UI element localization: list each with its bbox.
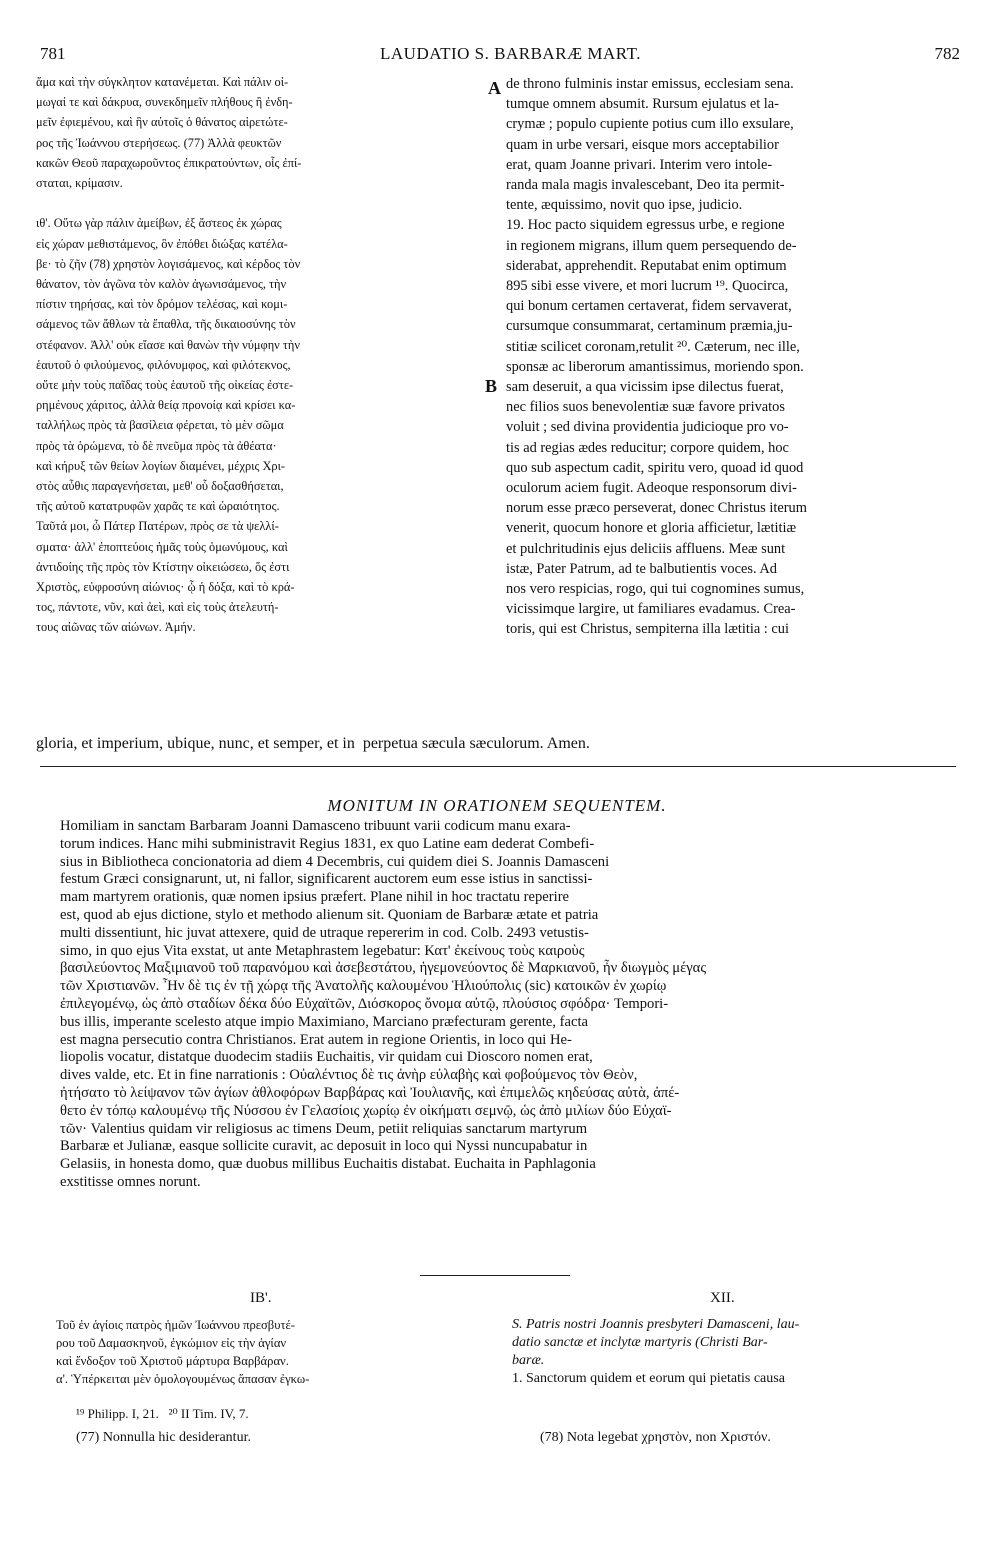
latin-text-line: de throno fulminis instar emissus, ecclesiam sena.: [506, 76, 794, 92]
latin-text-line: crymæ ; populo cupiente potius cum illo exsulare,: [506, 116, 794, 133]
oration-latin-line: baræ.: [512, 1353, 545, 1368]
latin-text-line: nec filios suos benevolentiæ suæ favore privatos: [506, 399, 785, 416]
section-divider: [40, 766, 956, 767]
monitum-line: Barbaræ et Julianæ, easque sollicite curavit, ac deposuit in loco qui Nyssi nuncupabatur in: [60, 1138, 588, 1155]
greek-text-line: τους αἰῶνας τῶν αἰώνων. Ἀμήν.: [36, 620, 196, 635]
greek-text-line: σάμενος τῶν ἄθλων τὰ ἔπαθλα, τῆς δικαιοσύνης τὸν: [36, 317, 296, 332]
latin-text-line: voluit ; sed divina providentia judicioque pro vo-: [506, 419, 789, 436]
monitum-line: τῶν· Valentius quidam vir religiosus ac timens Deum, petiit reliquias sanctarum martyrum: [60, 1120, 588, 1137]
latin-text-line: randa mala magis invalescebant, Deo ita permit-: [506, 177, 785, 194]
greek-text-line: πρὸς τὰ ὁρώμενα, τὸ δὲ πνεῦμα πρὸς τὰ ἀθέατα·: [36, 438, 277, 453]
oration-latin-line: 1. Sanctorum quidem et eorum qui pietatis causa: [512, 1371, 785, 1386]
greek-text-line: βε· τὸ ζῆν (78) χρηστὸν λογισάμενος, καὶ κέρδος τὸν: [36, 256, 301, 271]
latin-text-line: toris, qui est Christus, sempiterna illa lætitia : cui: [506, 621, 789, 638]
latin-text-line: oculorum aciem fugit. Adeoque responsorum divi-: [506, 480, 797, 497]
latin-text-line: stitiæ scilicet coronam,retulit ²⁰. Cæterum, nec ille,: [506, 338, 800, 355]
greek-text-line: εἰς χώραν μεθιστάμενος, ὃν ἐπόθει διώξας κατέλα-: [36, 236, 288, 251]
oration-greek-line: ρου τοῦ Δαμασκηνοῦ, ἐγκώμιον εἰς τὴν ἁγίαν: [56, 1336, 287, 1350]
monitum-line: mam martyrem orationis, quæ nomen ipsius præfert. Plane nihil in hoc tractatu reperire: [60, 889, 570, 906]
greek-text-line: ρος τῆς Ἰωάννου στερήσεως. (77) Ἀλλὰ φευκτῶν: [36, 135, 282, 150]
margin-letter-b: B: [485, 376, 498, 396]
greek-text-line: ἀντιδοίης τῆς πρὸς τὸν Κτίστην οἰκειώσεω, ὅς ἐστι: [36, 559, 290, 574]
latin-text-line: qui bonum certamen certaverat, fidem servaverat,: [506, 298, 792, 315]
section-heading-greek: ΙΒ'.: [250, 1290, 272, 1306]
monitum-line: βασιλεύοντος Μαξιμιανοῦ τοῦ παρανόμου καὶ ἀσεβεστάτου, ἡγεμονεύοντος δὲ Μαρκιανοῦ, ἦν διωγμὸς μέγας: [60, 960, 707, 977]
greek-text-line: καὶ κήρυξ τῶν θείων λογίων διαμένει, μέχρις Χρι-: [36, 458, 286, 473]
greek-text-line: ἅμα καὶ τὴν σύγκλητον κατανέμεται. Καὶ πάλιν οἰ-: [36, 75, 289, 89]
footnote-77: (77) Nonnulla hic desiderantur.: [76, 1430, 251, 1445]
greek-text-line: [36, 193, 496, 213]
greek-text-line: ρημένους χάριτος, ἀλλὰ θείᾳ προνοίᾳ καὶ κρίσει κα-: [36, 398, 296, 413]
latin-text-line: istæ, Pater Patrum, ad te balbutientis voces. Ad: [506, 560, 777, 577]
greek-text-line: θάνατον, τὸν ἀγῶνα τὸν καλὸν ἀγωνισάμενος, τὴν: [36, 277, 287, 292]
monitum-line: ἠτήσατο τὸ λείψανον τῶν ἁγίων ἀθλοφόρων Βαρβάρας καὶ Ἰουλιανῆς, καὶ ἐπιμελῶς κηδεύσας αὐτὰ, ἀπέ-: [60, 1084, 680, 1101]
greek-text-line: οὔτε μὴν τοὺς παῖδας τοὺς ἑαυτοῦ τῆς οἰκείας ἐστε-: [36, 378, 294, 393]
footnote-78: (78) Nota legebat χρηστὸν, non Χριστόν.: [540, 1430, 771, 1445]
latin-text-line: sponsæ ac liberorum amantissimus, moriendo spon.: [506, 358, 804, 375]
monitum-line: θετο ἐν τόπῳ καλουμένῳ τῆς Νύσσου ἐν Γελασίοις χωρίῳ ἐν οἰκήματι σεμνῷ, ὡς ἀπὸ μιλίων δύο Εὐχαϊ-: [60, 1102, 672, 1119]
latin-text-line: vicissimque largire, ut familiares evadamus. Crea-: [506, 601, 796, 618]
latin-text-line: siderabat, apprehendit. Reputabat enim optimum: [506, 257, 787, 274]
monitum-line: liopolis vocatur, distatque duodecim stadiis Euchaitis, vir quidam cui Dioscoro nomen erat,: [60, 1049, 593, 1066]
greek-text-line: μωγαί τε καὶ δάκρυα, συνεκδημεῖν πλήθους ἢ ἐνδη-: [36, 95, 293, 110]
monitum-line: Gelasiis, in honesta domo, quæ duobus millibus Euchaitis distabat. Euchaita in Paphlagonia: [60, 1156, 596, 1173]
monitum-line: Homiliam in sanctam Barbaram Joanni Damasceno tribuunt varii codicum manu exara-: [60, 818, 571, 834]
monitum-line: bus illis, imperante scelesto atque impio Maximiano, Marciano præfecturam gerente, facta: [60, 1013, 589, 1030]
greek-text-line: ιθ'. Οὕτω γὰρ πάλιν ἀμείβων, ἐξ ἄστεος ἐκ χώρας: [36, 216, 282, 231]
greek-text-line: σταται, κρίμασιν.: [36, 176, 123, 191]
oration-greek-line: Τοῦ ἐν ἁγίοις πατρὸς ἡμῶν Ἰωάννου πρεσβυτέ-: [56, 1318, 295, 1332]
greek-text-line: τῆς αὐτοῦ κατατρυφῶν χαρᾶς τε καὶ ὡραιότητος.: [36, 499, 280, 514]
latin-text-line: et pulchritudinis ejus deliciis affluens. Meæ sunt: [506, 540, 786, 557]
monitum-line: simo, in quo ejus Vita exstat, ut ante Metaphrastem legebatur: Κατ' ἐκείνους τοὺς καιροὺς: [60, 942, 585, 959]
monitum-line: τῶν Χριστιανῶν. Ἦν δὲ τις ἐν τῇ χώρᾳ τῆς Ἀνατολῆς καλουμένου Ἡλιούπολις (sic) κατοικῶν ἐν χωρίῳ: [60, 978, 667, 995]
oration-latin-line: datio sanctæ et inclytæ martyris (Christi Bar-: [512, 1335, 768, 1350]
latin-text-line: tumque omnem absumit. Rursum ejulatus et la-: [506, 96, 779, 113]
oration-greek-line: καὶ ἔνδοξον τοῦ Χριστοῦ μάρτυρα Βαρβάραν.: [56, 1354, 289, 1368]
monitum-line: sius in Bibliotheca concionatoria ad diem 4 Decembris, cui quidem diei S. Joannis Damasceni: [60, 853, 610, 870]
greek-text-column: [36, 72, 496, 638]
oration-title-greek: [56, 1316, 476, 1388]
page-number-left: 781: [40, 44, 66, 63]
monitum-line: festum Græci consignarunt, ut, ni fallor, significarent auctorem eum esse istius in sanctissi-: [60, 871, 593, 888]
greek-text-line: σματα· ἀλλ' ἐποπτεύοις ἡμᾶς τοὺς ὁμωνύμους, καὶ: [36, 539, 288, 554]
latin-text-line: norum esse præco perseverat, donec Christus iterum: [506, 500, 807, 517]
latin-text-column: [506, 74, 946, 640]
monitum-line: torum indices. Hanc mihi subministravit Regius 1831, ex quo Latine eam dederat Combefi-: [60, 835, 595, 852]
monitum-title: MONITUM IN ORATIONEM SEQUENTEM.: [327, 796, 667, 815]
latin-text-line: erat, quam Joanne privari. Interim vero intole-: [506, 156, 773, 173]
greek-text-line: στέφανον. Ἀλλ' οὐκ εἴασε καὶ θανὼν τὴν νύμφην τὴν: [36, 337, 300, 352]
page-number-right: 782: [934, 44, 960, 63]
greek-text-line: τος, πάντοτε, νῦν, καὶ ἀεὶ, καὶ εἰς τοὺς ἀτελευτή-: [36, 600, 279, 615]
latin-text-line: venerit, quocum honore et gloria afficietur, lætitiæ: [506, 520, 797, 537]
latin-text-line: in regionem migrans, illum quem persequendo de-: [506, 237, 797, 254]
monitum-line: est, quod ab ejus dictione, stylo et methodo alienum sit. Quoniam de Barbaræ ætate et patria: [60, 906, 599, 923]
latin-text-line: tente, æquissimo, novit quo ipse, judicio.: [506, 197, 743, 214]
short-divider: [420, 1275, 570, 1276]
latin-text-line: 19. Hoc pacto siquidem egressus urbe, e regione: [506, 217, 785, 234]
latin-text-line: nos vero respicias, rogo, qui tui cognomines sumus,: [506, 581, 805, 598]
footnote-references: ¹⁹ Philipp. I, 21. ²⁰ II Tim. IV, 7.: [76, 1406, 249, 1421]
running-header: [40, 44, 960, 68]
greek-text-line: στὸς αὖθις παραγενήσεται, μεθ' οὗ δοξασθήσεται,: [36, 479, 284, 494]
latin-text-line: 895 sibi esse vivere, et mori lucrum ¹⁹. Quocirca,: [506, 278, 789, 295]
section-heading-latin: XII.: [710, 1290, 735, 1306]
monitum-line: dives valde, etc. Et in fine narrationis : Οὐαλέντιος δὲ τις ἀνὴρ εὐλαβὴς καὶ φοβούμενος τὸν Θεὸν,: [60, 1067, 638, 1084]
greek-text-line: μεῖν ἐφιεμένου, καὶ ἣν αὐτοῖς ὁ θάνατος αἱρετώτε-: [36, 115, 288, 130]
monitum-paragraph: [60, 818, 940, 1192]
oration-greek-line: α'. Ὑπέρκειται μὲν ὁμολογουμένως ἅπασαν ἐγκω-: [56, 1372, 310, 1386]
closing-line: gloria, et imperium, ubique, nunc, et semper, et in perpetua sæcula sæculorum. Amen.: [36, 735, 590, 752]
greek-text-line: πίστιν τηρήσας, καὶ τὸν δρόμον τελέσας, καὶ κομι-: [36, 297, 288, 312]
margin-letter-a: A: [488, 78, 501, 98]
latin-text-line: quo sub aspectum cadit, spiritu vero, quoad id quod: [506, 459, 804, 476]
greek-text-line: ἑαυτοῦ ὁ φιλούμενος, φιλόνυμφος, καὶ φιλότεκνος,: [36, 357, 291, 372]
latin-text-line: tis ad regias ædes reducitur; corpore quidem, hoc: [506, 439, 789, 456]
latin-text-line: quam in urbe versari, eisque mors acceptabilior: [506, 136, 779, 153]
latin-text-line: sam deseruit, a qua vicissim ipse dilectus fuerat,: [506, 379, 784, 396]
oration-title-latin: [512, 1316, 952, 1388]
greek-text-line: Χριστὸς, εὐφροσύνη αἰώνιος· ᾧ ἡ δόξα, καὶ τὸ κρά-: [36, 580, 295, 595]
greek-text-line: ταλλήλως πρὸς τὰ βασίλεια φέρεται, τὸ μὲν σῶμα: [36, 418, 284, 433]
greek-text-line: κακῶν Θεοῦ παραχωροῦντος ἐπικρατούντων, οἷς ἐπί-: [36, 155, 302, 170]
oration-latin-line: S. Patris nostri Joannis presbyteri Damasceni, lau-: [512, 1317, 800, 1332]
greek-text-line: Ταῦτά μοι, ὦ Πάτερ Πατέρων, πρὸς σε τὰ ψελλί-: [36, 519, 279, 534]
running-title: LAUDATIO S. BARBARÆ MART.: [380, 44, 641, 63]
monitum-line: est magna persecutio contra Christianos. Erat autem in regione Orientis, in loco qui He-: [60, 1031, 572, 1048]
monitum-line: multi dissentiunt, hic juvat attexere, quid de utraque repererim in cod. Colb. 2493 vetustis-: [60, 924, 589, 941]
monitum-line: ἐπιλεγομένῳ, ὡς ἀπὸ σταδίων δέκα δύο Εὐχαϊτῶν, Διόσκορος ὄνομα αὐτῷ, πλούσιος σφόδρα· Tempori-: [60, 995, 669, 1012]
monitum-line: exstitisse omnes norunt.: [60, 1173, 201, 1190]
latin-text-line: cursumque consummarat, certaminum præmia,ju-: [506, 318, 793, 335]
